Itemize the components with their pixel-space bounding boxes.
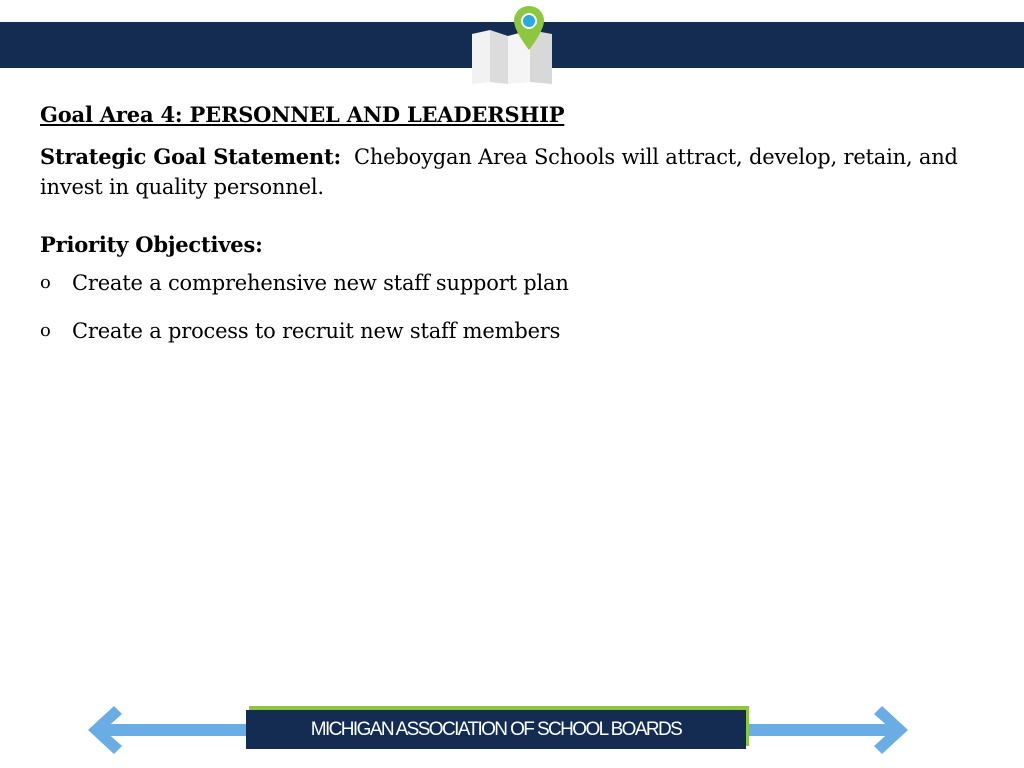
objectives-list <box>40 268 980 346</box>
priority-heading: Priority Objectives: <box>40 232 263 257</box>
slide-content <box>40 100 980 364</box>
statement-label: Strategic Goal Statement: <box>40 144 342 169</box>
goal-statement <box>40 142 980 202</box>
objective-text: Create a process to recruit new staff members <box>72 319 561 343</box>
bullet-icon: o <box>40 272 51 293</box>
list-item <box>40 316 980 346</box>
map-pin-icon <box>468 4 558 86</box>
list-item <box>40 268 980 298</box>
footer <box>0 700 1024 760</box>
footer-label: MICHIGAN ASSOCIATION OF SCHOOL BOARDS <box>246 710 746 749</box>
goal-title: Goal Area 4: PERSONNEL AND LEADERSHIP <box>40 102 565 127</box>
bullet-icon: o <box>40 320 51 341</box>
statement-text: Cheboygan Area Schools will attract, develop, retain, and invest in quality personnel. <box>40 145 958 199</box>
objective-text: Create a comprehensive new staff support plan <box>72 271 569 295</box>
